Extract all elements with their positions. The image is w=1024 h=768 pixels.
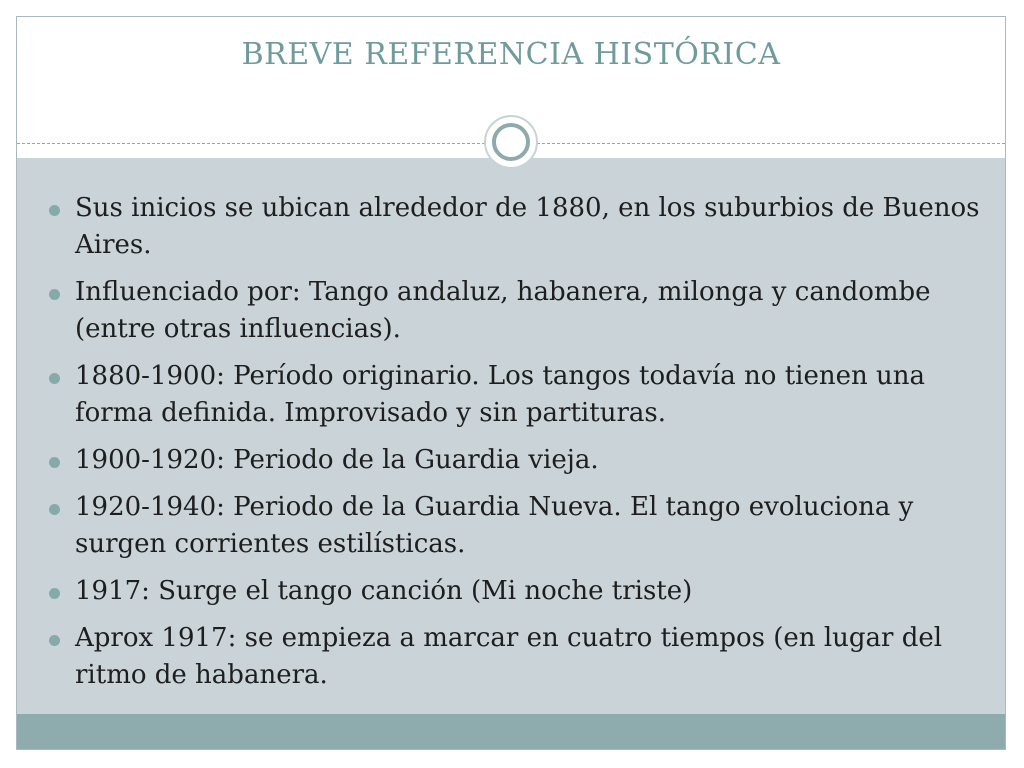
bullet-item (17, 489, 1005, 563)
circle-ring-inner (492, 123, 530, 161)
bullet-item (17, 620, 1005, 694)
bullet-text: 1920-1940: Periodo de la Guardia Nueva. El tango evoluciona y surgen corrientes estilísticas. (75, 492, 914, 559)
bullet-item (17, 274, 1005, 348)
bullet-text: 1917: Surge el tango canción (Mi noche triste) (75, 576, 693, 606)
bullet-dot-icon (49, 373, 60, 384)
bullet-text: Sus inicios se ubican alrededor de 1880, en los suburbios de Buenos Aires. (75, 193, 980, 260)
bullet-dot-icon (49, 504, 60, 515)
bullet-item (17, 442, 1005, 479)
bullet-dot-icon (49, 588, 60, 599)
bullet-item (17, 358, 1005, 432)
bullet-text: Aprox 1917: se empieza a marcar en cuatro tiempos (en lugar del ritmo de habanera. (75, 623, 943, 690)
content-area (17, 158, 1005, 714)
bullet-dot-icon (49, 289, 60, 300)
bullet-text: 1880-1900: Período originario. Los tangos todavía no tienen una forma definida. Improvisado y sin partituras. (75, 361, 925, 428)
bullet-list (17, 190, 1005, 704)
circle-ring-icon (484, 115, 538, 169)
slide-title: BREVE REFERENCIA HISTÓRICA (241, 37, 781, 72)
bullet-text: 1900-1920: Periodo de la Guardia vieja. (75, 445, 599, 475)
bullet-text: Influenciado por: Tango andaluz, habanera, milonga y candombe (entre otras influencias). (75, 277, 931, 344)
bullet-item (17, 190, 1005, 264)
bullet-dot-icon (49, 635, 60, 646)
footer-band (17, 714, 1005, 749)
slide (16, 16, 1006, 750)
bullet-item (17, 573, 1005, 610)
bullet-dot-icon (49, 457, 60, 468)
bullet-dot-icon (49, 205, 60, 216)
